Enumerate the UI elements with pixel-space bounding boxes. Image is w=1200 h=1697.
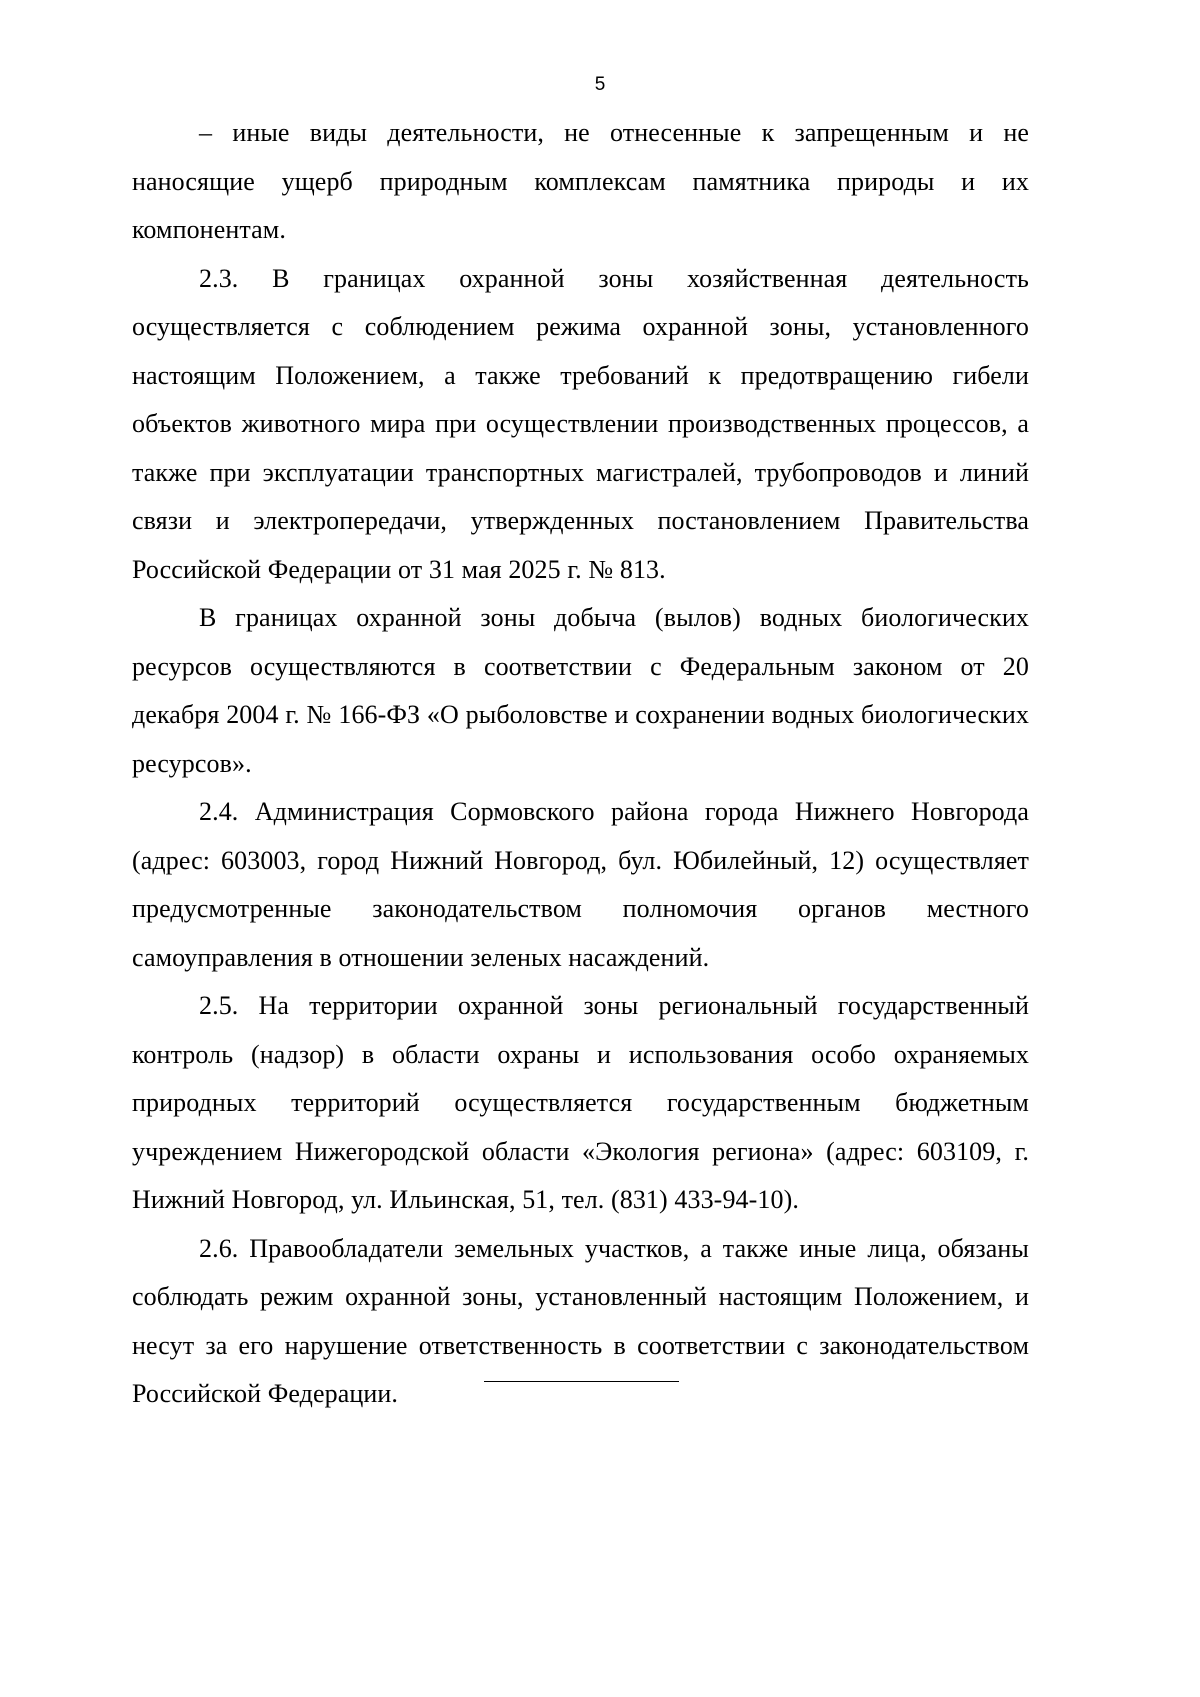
paragraph-2-6: 2.6. Правообладатели земельных участков, а также иные лица, обязаны соблюдать режим охранной зоны, установленный настоящим Положением, и несут за его нарушение ответственность в соответствии с законодательством Российской Федерации.	[132, 1233, 1029, 1408]
page-number: 5	[594, 74, 606, 95]
document-body	[132, 109, 1029, 1419]
paragraph-2-4: 2.4. Администрация Сормовского района города Нижнего Новгорода (адрес: 603003, город Нижний Новгород, бул. Юбилейный, 12) осуществляет предусмотренные законодательством полномочия органов местного самоуправления в отношении зеленых насаждений.	[132, 797, 1029, 972]
paragraph-2-5: 2.5. На территории охранной зоны региональный государственный контроль (надзор) в области охраны и использования особо охраняемых природных территорий осуществляется государственным бюджетным учреждением Нижегородской области «Экология региона» (адрес: 603109, г. Нижний Новгород, ул. Ильинская, 51, тел. (831) 433-94-10).	[132, 991, 1029, 1214]
paragraph-fishing: В границах охранной зоны добыча (вылов) водных биологических ресурсов осуществляются в соответствии с Федеральным законом от 20 декабря 2004 г. № 166-ФЗ «О рыболовстве и сохранении водных биологических ресурсов».	[132, 603, 1029, 778]
paragraph-2-3: 2.3. В границах охранной зоны хозяйственная деятельность осуществляется с соблюдением режима охранной зоны, установленного настоящим Положением, а также требований к предотвращению гибели объектов животного мира при осуществлении производственных процессов, а также при эксплуатации транспортных магистралей, трубопроводов и линий связи и электропередачи, утвержденных постановлением Правительства Российской Федерации от 31 мая 2025 г. № 813.	[132, 263, 1029, 584]
end-separator-line	[484, 1381, 679, 1382]
paragraph-other-activities: – иные виды деятельности, не отнесенные к запрещенным и не наносящие ущерб природным комплексам памятника природы и их компонентам.	[132, 118, 1029, 244]
